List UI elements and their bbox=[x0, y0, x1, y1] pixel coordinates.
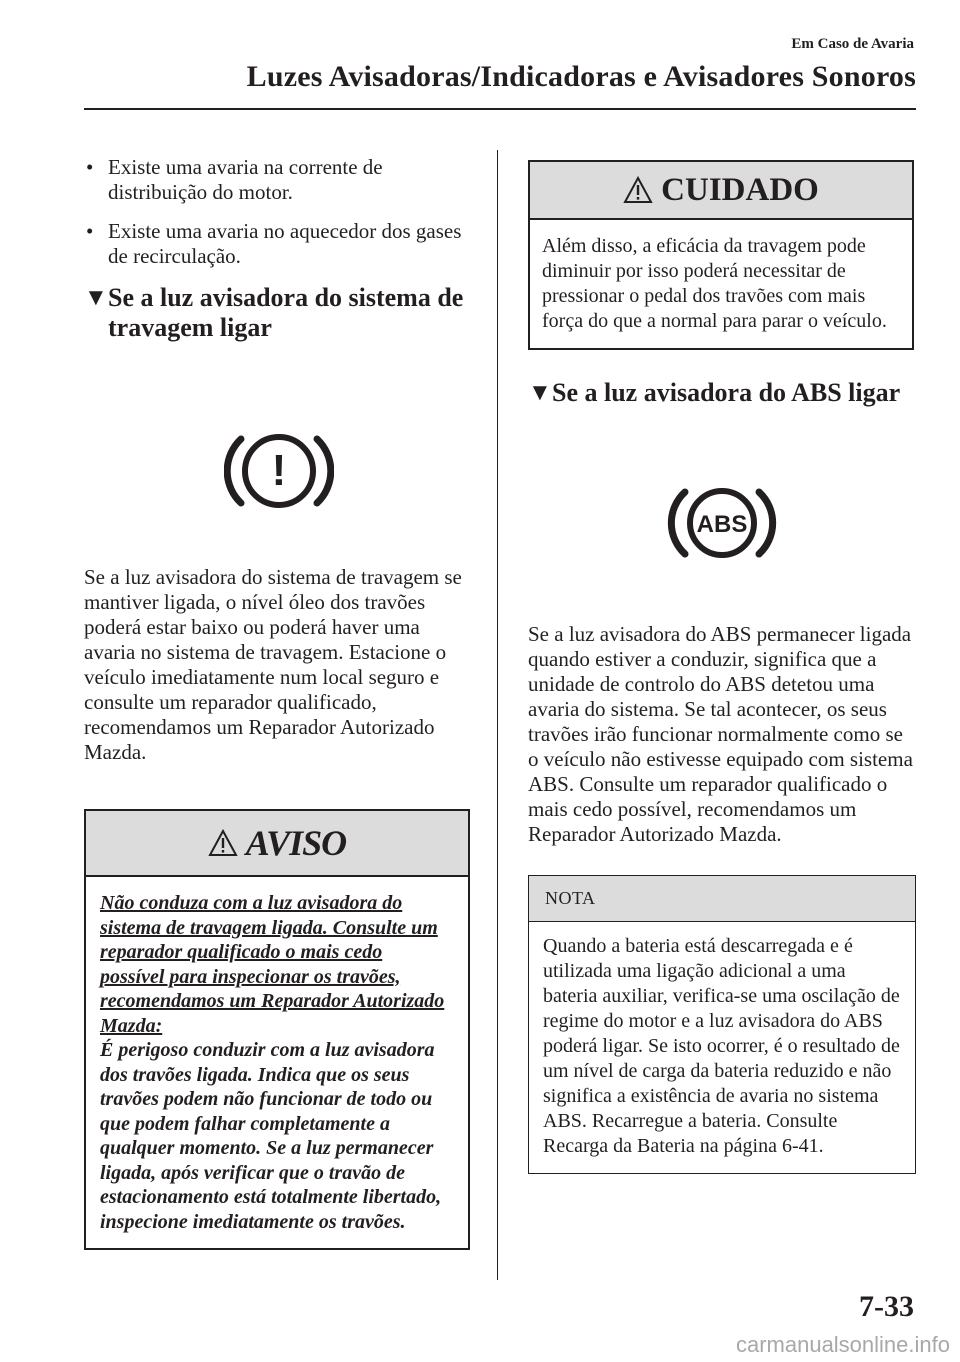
bullet-list bbox=[84, 155, 474, 269]
brake-paragraph: Se a luz avisadora do sistema de travagem se mantiver ligada, o nível óleo dos travões poderá estar baixo ou poderá haver uma avaria no sistema de travagem. Estacione o veículo imediatamente num local seguro e consulte um reparador qualificado, recomendamos um Reparador Autorizado Mazda. bbox=[84, 565, 462, 764]
brake-heading-line1: Se a luz avisadora do sistema de bbox=[108, 283, 464, 312]
list-item bbox=[84, 219, 474, 269]
abs-heading-text: Se a luz avisadora do ABS ligar bbox=[552, 378, 901, 407]
brake-heading-line2: travagem ligar bbox=[108, 313, 272, 342]
brake-warning-icon bbox=[84, 421, 474, 521]
section-label: Em Caso de Avaria bbox=[791, 36, 914, 52]
cuidado-box bbox=[528, 160, 914, 350]
right-column bbox=[528, 160, 916, 1174]
list-item bbox=[84, 155, 474, 205]
aviso-box bbox=[84, 809, 470, 1250]
aviso-underlined-text: Não conduza com a luz avisadora do sistema de travagem ligada. Consulte um reparador qualificado o mais cedo possível para inspecionar os travões, recomendamos um Reparador Autorizado Mazda: bbox=[100, 892, 445, 1037]
brake-icon-glyph: ! bbox=[271, 446, 287, 495]
column-divider bbox=[497, 150, 498, 1280]
triangle-down-icon: ▼ bbox=[84, 285, 108, 311]
aviso-text: É perigoso conduzir com a luz avisadora dos travões ligada. Indica que os seus travões podem não funcionar de todo ou que podem falhar completamente a qualquer momento. Se a luz permanecer ligada, após verificar que o travão de estacionamento está totalmente libertado, inspecione imediatamente os travões. bbox=[100, 1039, 442, 1233]
triangle-down-icon: ▼ bbox=[528, 380, 552, 406]
aviso-title: AVISO bbox=[245, 822, 347, 863]
nota-header: NOTA bbox=[529, 876, 915, 922]
bullet-icon: • bbox=[86, 219, 94, 243]
left-column bbox=[84, 155, 474, 1250]
nota-box bbox=[528, 875, 916, 1174]
list-item-text: Existe uma avaria no aquecedor dos gases de recirculação. bbox=[108, 219, 462, 268]
bullet-icon: • bbox=[86, 155, 94, 179]
warning-triangle-icon bbox=[623, 176, 653, 204]
cuidado-body: Além disso, a eficácia da travagem pode diminuir por isso poderá necessitar de pressionar o pedal dos travões com mais força do que a normal para parar o veículo. bbox=[542, 235, 887, 332]
page-number: 7-33 bbox=[859, 1290, 914, 1323]
aviso-body bbox=[86, 877, 468, 1248]
cuidado-title: CUIDADO bbox=[661, 171, 819, 208]
warning-triangle-icon bbox=[208, 829, 238, 857]
abs-icon-label: ABS bbox=[696, 511, 748, 538]
aviso-header bbox=[86, 811, 468, 877]
watermark: carmanualsonline.info bbox=[735, 1332, 950, 1357]
nota-body: Quando a bateria está descarregada e é utilizada uma ligação adicional a uma bateria auxiliar, verifica-se uma oscilação de regime do motor e a luz avisadora do ABS poderá ligar. Se isto ocorrer, é o resultado de um nível de carga da bateria reduzido e não significa a existência de avaria no sistema ABS. Recarregue a bateria. Consulte Recarga da Bateria na página 6-41. bbox=[543, 935, 900, 1157]
abs-warning-icon bbox=[528, 478, 916, 568]
chapter-title: Luzes Avisadoras/Indicadoras e Avisadores Sonoros bbox=[246, 60, 916, 93]
abs-paragraph: Se a luz avisadora do ABS permanecer ligada quando estiver a conduzir, significa que a unidade de controlo do ABS detetou uma avaria do sistema. Se tal acontecer, os seus travões irão funcionar normalmente como se o veículo não estivesse equipado com sistema ABS. Consulte um reparador qualificado o mais cedo possível, recomendamos um Reparador Autorizado Mazda. bbox=[528, 622, 913, 846]
cuidado-header bbox=[530, 162, 912, 220]
brake-section-heading bbox=[84, 283, 474, 343]
header-rule bbox=[84, 108, 916, 110]
abs-section-heading bbox=[528, 378, 916, 408]
list-item-text: Existe uma avaria na corrente de distribuição do motor. bbox=[108, 155, 383, 204]
